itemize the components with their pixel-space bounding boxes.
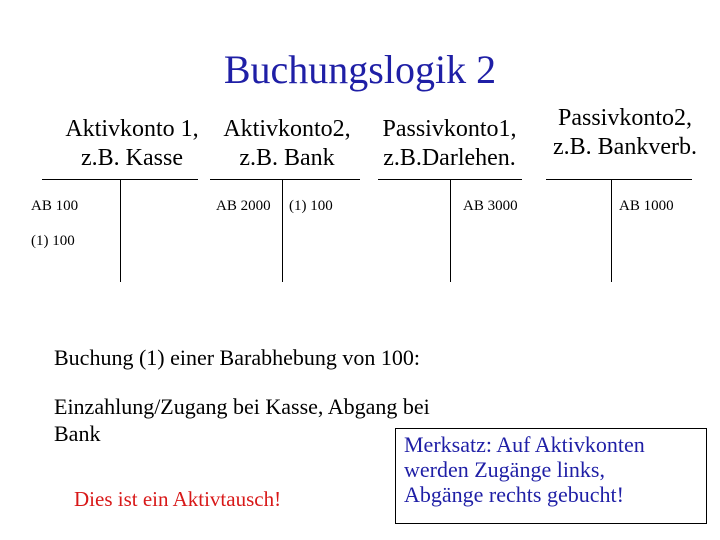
page-title: Buchungslogik 2: [223, 47, 497, 92]
booking-detail-line2: Bank: [54, 421, 101, 446]
account-1-name-line2: z.B. Kasse: [81, 145, 183, 171]
account-4-name-line1: Passivkonto2,: [557, 105, 692, 131]
conclusion-text: Dies ist ein Aktivtausch!: [74, 487, 282, 511]
account-3-t-divider: [450, 179, 451, 282]
account-4-t-top: [546, 179, 692, 180]
account-2-right-entry: (1) 100: [289, 198, 333, 214]
account-4-name: [545, 104, 705, 162]
merksatz-line2: werden Zugänge links,: [404, 457, 605, 482]
account-1-name-line1: Aktivkonto 1,: [65, 116, 199, 142]
account-3-right-entry: AB 3000: [463, 198, 518, 214]
booking-detail-line1: Einzahlung/Zugang bei Kasse, Abgang bei: [54, 394, 430, 419]
account-4-right-entry: AB 1000: [619, 198, 674, 214]
account-3-name: [372, 115, 527, 173]
booking-heading: Buchung (1) einer Barabhebung von 100:: [54, 345, 420, 370]
account-1-left-entry: AB 100: [31, 198, 79, 214]
account-2-name-line2: z.B. Bank: [239, 145, 335, 171]
account-2-left-entry: AB 2000: [216, 198, 271, 214]
merksatz-line1: Merksatz: Auf Aktivkonten: [404, 432, 645, 457]
account-1-name: [52, 115, 212, 173]
account-3-name-line2: z.B.Darlehen.: [383, 145, 516, 171]
account-2-name: [212, 115, 362, 173]
merksatz-box: [395, 428, 707, 524]
account-4-t-divider: [611, 179, 612, 282]
account-2-t-top: [210, 179, 360, 180]
account-4-name-line2: z.B. Bankverb.: [553, 134, 697, 160]
merksatz-line3: Abgänge rechts gebucht!: [404, 482, 624, 507]
account-1-t-divider: [120, 179, 121, 282]
account-2-name-line1: Aktivkonto2,: [223, 116, 351, 142]
account-1-left-entry: (1) 100: [31, 233, 75, 249]
account-2-t-divider: [282, 179, 283, 282]
account-3-name-line1: Passivkonto1,: [382, 116, 517, 142]
